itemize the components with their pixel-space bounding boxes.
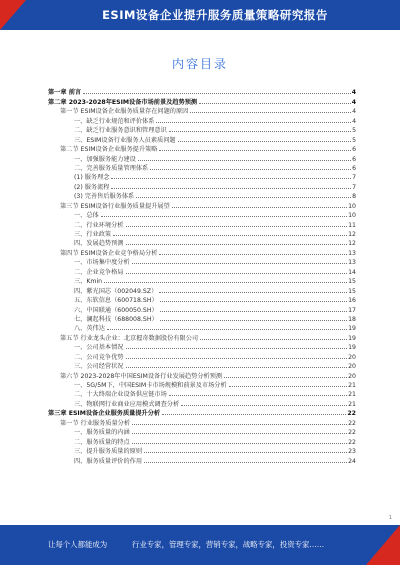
- toc-leader-dots: [160, 311, 347, 312]
- toc-entry-title: 一、5G/5M下，中国ESIM卡市场规模和前景及市场分析: [74, 382, 227, 389]
- toc-entry-title: 一、服务质量的内涵: [74, 429, 130, 437]
- toc-entry-page: 16: [348, 297, 356, 305]
- toc-entry-page: 13: [348, 259, 356, 267]
- toc-entry[interactable]: [48, 144, 356, 153]
- toc-entry[interactable]: [48, 191, 356, 200]
- toc-entry-title: 三、物联网行业商业应用模式调查分析: [74, 400, 180, 408]
- toc-entry-title: 第一节 行业服务质量分析: [60, 419, 131, 427]
- toc-entry-title: (3) 完善售后服务体系: [74, 193, 135, 201]
- toc-entry-page: 10: [348, 202, 356, 210]
- toc-entry[interactable]: [48, 304, 356, 313]
- toc-entry-page: 22: [348, 419, 356, 427]
- toc-entry[interactable]: [48, 247, 356, 256]
- toc-entry-title: 二、企业竞争格局: [74, 268, 124, 276]
- toc-entry-page: 21: [348, 400, 356, 408]
- toc-entry[interactable]: [48, 455, 356, 464]
- toc-leader-dots: [126, 244, 348, 245]
- toc-leader-dots: [224, 377, 347, 378]
- toc-entry-title: 一、总体: [74, 212, 99, 220]
- toc-entry[interactable]: [48, 134, 356, 143]
- toc-leader-dots: [160, 301, 347, 302]
- toc-leader-dots: [113, 235, 347, 236]
- toc-entry-title: 二、十大终端企业设备供应链市场: [74, 391, 167, 399]
- toc-leader-dots: [126, 226, 348, 227]
- toc-entry-title: 第三章 ESIM设备企业服务质量提升分析: [48, 410, 161, 418]
- toc-entry-page: 21: [348, 382, 356, 389]
- toc-entry-title: 五、东软信息（600718.SH）: [74, 297, 158, 305]
- toc-entry-title: 一、市场集中度分析: [74, 259, 130, 267]
- toc-entry-title: 三、Kmin: [74, 278, 103, 286]
- toc-entry-title: 八、英伟达: [74, 325, 105, 333]
- toc-entry[interactable]: [48, 427, 356, 436]
- toc-entry-page: 19: [348, 325, 356, 333]
- toc-entry-page: 5: [352, 127, 356, 135]
- toc-leader-dots: [126, 367, 348, 368]
- toc-entry[interactable]: [48, 332, 356, 341]
- toc-entry-title: 四、发展趋势预测: [74, 240, 124, 248]
- toc-entry-title: 第五节 行业龙头企业：北京握奇数据股份有限公司: [60, 334, 199, 342]
- toc-entry-page: 13: [348, 249, 356, 257]
- toc-entry-title: 第四节 ESIM设备企业竞争格局分析: [60, 249, 158, 257]
- toc-leader-dots: [104, 282, 347, 283]
- toc-entry-page: 22: [347, 410, 356, 418]
- toc-leader-dots: [107, 329, 347, 330]
- toc-leader-dots: [181, 405, 347, 406]
- toc-entry-page: 7: [352, 174, 356, 182]
- toc-leader-dots: [159, 254, 347, 255]
- toc-entry[interactable]: [48, 257, 356, 266]
- toc-entry-title: 第六节 2023-2028年中国ESIM设备行业发展趋势分析预测: [60, 372, 223, 380]
- toc-leader-dots: [162, 414, 346, 415]
- toc-entry[interactable]: [48, 446, 356, 455]
- toc-entry-page: 15: [348, 287, 356, 295]
- toc-entry-page: 12: [348, 231, 356, 238]
- toc-entry[interactable]: [48, 219, 356, 228]
- toc-leader-dots: [101, 216, 347, 217]
- toc-entry-title: 第二章 2023-2028年ESIM设备市场前景及趋势预测: [48, 98, 198, 106]
- toc-leader-dots: [126, 348, 348, 349]
- toc-entry-page: 18: [348, 315, 356, 323]
- toc-entry[interactable]: [48, 266, 356, 275]
- toc-entry-page: 23: [348, 448, 356, 456]
- toc-entry[interactable]: [48, 408, 356, 417]
- toc-entry[interactable]: [48, 125, 356, 134]
- toc-leader-dots: [132, 443, 347, 444]
- toc-entry-title: 二、服务质量的特点: [74, 438, 130, 446]
- toc-leader-dots: [144, 462, 347, 463]
- toc-leader-dots: [169, 395, 347, 396]
- table-of-contents: [48, 87, 356, 465]
- toc-entry[interactable]: [48, 87, 356, 96]
- header-red-corner: [0, 0, 26, 30]
- toc-entry[interactable]: [48, 96, 356, 105]
- toc-leader-dots: [136, 197, 351, 198]
- toc-entry-title: 三、ESIM设备行业服务人员素质问题: [74, 136, 176, 144]
- toc-entry-page: 20: [348, 353, 356, 361]
- toc-entry[interactable]: [48, 276, 356, 285]
- toc-entry[interactable]: [48, 314, 356, 323]
- toc-entry[interactable]: [48, 238, 356, 247]
- toc-leader-dots: [144, 452, 347, 453]
- toc-entry[interactable]: [48, 285, 356, 294]
- toc-entry[interactable]: [48, 153, 356, 162]
- toc-entry-title: 第二节 ESIM设备企业服务提升策略: [60, 146, 158, 154]
- toc-entry[interactable]: [48, 200, 356, 209]
- footer-slogan: 让每个人都能成为: [48, 540, 108, 549]
- toc-leader-dots: [169, 131, 351, 132]
- toc-leader-dots: [138, 160, 351, 161]
- toc-leader-dots: [178, 141, 351, 142]
- footer-red-corner: [366, 525, 400, 565]
- toc-entry-title: 二、行业环境分析: [74, 221, 124, 229]
- toc-entry-page: 21: [348, 391, 356, 399]
- toc-entry-title: 七、澜起科技（688008.SH）: [74, 315, 158, 323]
- toc-entry-page: 24: [348, 457, 356, 465]
- toc-entry-title: (2) 服务流程: [74, 183, 110, 191]
- toc-entry[interactable]: [48, 163, 356, 172]
- toc-entry-page: 5: [352, 136, 356, 144]
- footer-bar: [0, 525, 400, 565]
- toc-leader-dots: [111, 178, 351, 179]
- toc-entry-page: 7: [352, 183, 356, 191]
- toc-entry[interactable]: [48, 115, 356, 124]
- toc-leader-dots: [200, 339, 347, 340]
- toc-entry-page: 6: [352, 155, 356, 163]
- toc-entry-title: 第三节 ESIM设备行业服务质量提升展望: [60, 202, 170, 210]
- toc-entry-page: 10: [348, 212, 356, 220]
- toc-entry-page: 4: [352, 108, 356, 116]
- report-title: ESIM设备企业提升服务质量策略研究报告: [102, 8, 328, 22]
- toc-entry-page: 19: [348, 344, 356, 352]
- toc-entry[interactable]: [48, 181, 356, 190]
- toc-entry[interactable]: [48, 361, 356, 370]
- header-bar: [0, 0, 400, 30]
- toc-entry-page: 19: [348, 334, 356, 342]
- toc-entry-title: 二、公司竞争优势: [74, 353, 124, 361]
- toc-entry-page: 22: [348, 429, 356, 437]
- toc-entry-title: 三、行业政策: [74, 231, 112, 238]
- toc-leader-dots: [156, 122, 351, 123]
- toc-leader-dots: [126, 273, 348, 274]
- page-number: 1: [388, 515, 392, 521]
- toc-entry[interactable]: [48, 295, 356, 304]
- toc-entry-page: 20: [348, 372, 356, 380]
- toc-entry[interactable]: [48, 380, 356, 389]
- toc-leader-dots: [132, 424, 347, 425]
- toc-entry-page: 17: [348, 306, 356, 314]
- toc-entry[interactable]: [48, 342, 356, 351]
- toc-entry-title: 一、公司基本情况: [74, 344, 124, 352]
- toc-entry-page: 6: [352, 146, 356, 154]
- toc-entry-page: 8: [352, 193, 356, 201]
- toc-entry[interactable]: [48, 210, 356, 219]
- toc-entry-title: 一、缺乏行业规范和评价体系: [74, 117, 155, 125]
- toc-entry-title: (1) 服务理念: [74, 174, 110, 182]
- toc-entry-title: 一、加强服务能力建设: [74, 155, 136, 163]
- toc-entry-title: 三、公司经营状况: [74, 363, 124, 371]
- toc-entry[interactable]: [48, 172, 356, 181]
- toc-entry-title: 六、中国联通（600050.SH）: [74, 306, 158, 314]
- toc-leader-dots: [132, 433, 347, 434]
- toc-entry-page: 14: [348, 268, 356, 276]
- toc-entry-page: 15: [348, 278, 356, 286]
- toc-entry-page: 12: [348, 240, 356, 248]
- toc-entry-title: 二、缺乏行业服务意识和管理意识: [74, 127, 167, 135]
- toc-entry-title: 三、提升服务质量的原则: [74, 448, 143, 456]
- toc-leader-dots: [159, 150, 351, 151]
- toc-entry[interactable]: [48, 389, 356, 398]
- toc-leader-dots: [159, 292, 347, 293]
- toc-entry[interactable]: [48, 370, 356, 379]
- toc-entry-page: 6: [352, 164, 356, 172]
- toc-entry[interactable]: [48, 398, 356, 407]
- toc-heading: 内容目录: [171, 57, 228, 71]
- toc-leader-dots: [132, 263, 347, 264]
- toc-entry-title: 第一节 ESIM设备企业服务质量存在问题的原因: [60, 108, 189, 116]
- toc-entry-title: 二、完善服务质量管理体系: [74, 164, 149, 172]
- toc-leader-dots: [190, 112, 351, 113]
- toc-entry-page: 4: [351, 89, 356, 97]
- toc-entry-page: 22: [348, 438, 356, 446]
- toc-leader-dots: [111, 188, 351, 189]
- toc-entry-title: 四、紫光国芯（002049.SZ）: [74, 287, 158, 295]
- toc-leader-dots: [172, 207, 347, 208]
- toc-entry-page: 4: [352, 117, 356, 125]
- toc-leader-dots: [229, 386, 347, 387]
- toc-entry[interactable]: [48, 106, 356, 115]
- toc-entry[interactable]: [48, 417, 356, 426]
- toc-leader-dots: [83, 93, 351, 94]
- toc-entry-page: 11: [348, 221, 356, 229]
- toc-entry[interactable]: [48, 323, 356, 332]
- toc-entry-title: 四、服务质量评价的作用: [74, 457, 143, 465]
- footer-tags: 行业专家，管理专家，营销专家，战略专家，投资专家……: [132, 540, 325, 549]
- toc-entry-page: 4: [351, 98, 356, 106]
- toc-leader-dots: [126, 358, 348, 359]
- toc-leader-dots: [199, 103, 351, 104]
- toc-entry[interactable]: [48, 436, 356, 445]
- toc-entry[interactable]: [48, 229, 356, 238]
- toc-entry-title: 第一章 前言: [48, 89, 82, 97]
- toc-entry[interactable]: [48, 351, 356, 360]
- toc-leader-dots: [160, 320, 347, 321]
- toc-entry-page: 20: [348, 363, 356, 371]
- toc-leader-dots: [150, 169, 351, 170]
